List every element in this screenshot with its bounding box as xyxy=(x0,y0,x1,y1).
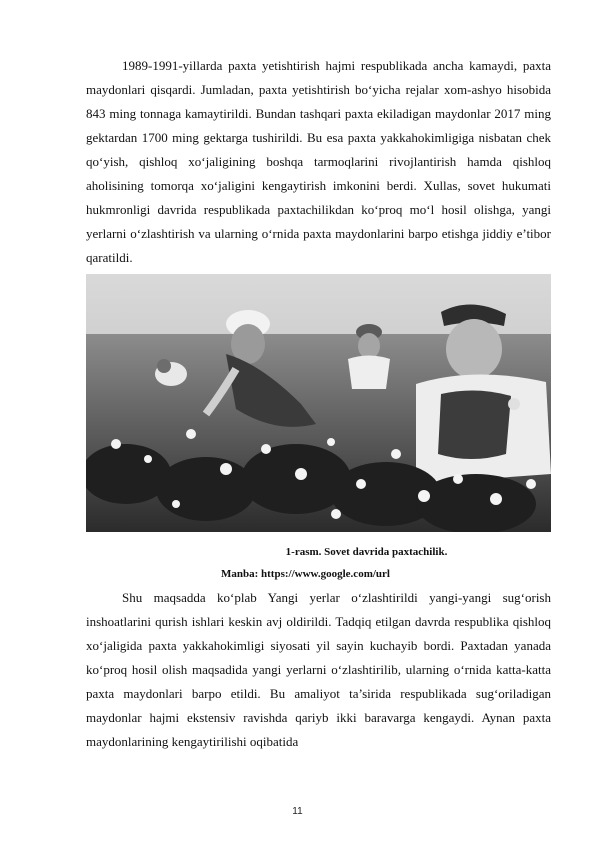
figure-caption: 1-rasm. Sovet davrida paxtachilik. xyxy=(285,546,448,558)
paragraph-1: 1989-1991-yillarda paxta yetishtirish hajmi respublikada ancha kamaydi, paxta maydonlari qisqardi. Jumladan, paxta yetishtirish bo‘yicha rejalar xom-ashyo hisobida 843 ming tonnaga kamaytirildi. Bundan tashqari paxta ekiladigan maydonlar 2017 ming gektardan 1700 ming gektarga tushirildi. Bu esa paxta yakkahokimligiga nisbatan chek qo‘yish, qishloq xo‘jaligining boshqa tarmoqlarini rivojlantirish hamda qishloq aholisining tomorqa xo‘jaligini kengaytirish imkonini berdi. Xullas, sovet hukumati hukmronligi davrida respublikada paxtachilikdan ko‘proq mo‘l hosil olishga, yangi yerlarni o‘zlashtirish va ularning o‘rnida paxta maydonlarini barpo etishga jiddiy e’tibor qaratildi. xyxy=(86,58,551,265)
figure-source: Manba: https://www.google.com/url xyxy=(221,568,390,580)
page-number: 11 xyxy=(292,806,303,817)
photo-cotton-pickers xyxy=(86,274,551,532)
paragraph-2: Shu maqsadda ko‘plab Yangi yerlar o‘zlashtirildi yangi-yangi sug‘orish inshoatlarini qurish ishlari keskin avj oldirildi. Tadqiq etilgan davrda respublika qishloq xo‘jaligida paxta yakkahokimligi siyosati yil sayin kuchayib bordi. Paxtadan yanada ko‘proq hosil olish maqsadida yangi yerlarni o‘zlashtirilib, ularning o‘rnida katta-katta paxta maydonlari barpo etildi. Bu amaliyot ta’sirida respublikada sug‘oriladigan maydonlar hajmi ekstensiv ravishda qariyb ikki baravarga kengaydi. Aynan paxta maydonlarining kengaytirilishi oqibatida xyxy=(86,590,551,749)
